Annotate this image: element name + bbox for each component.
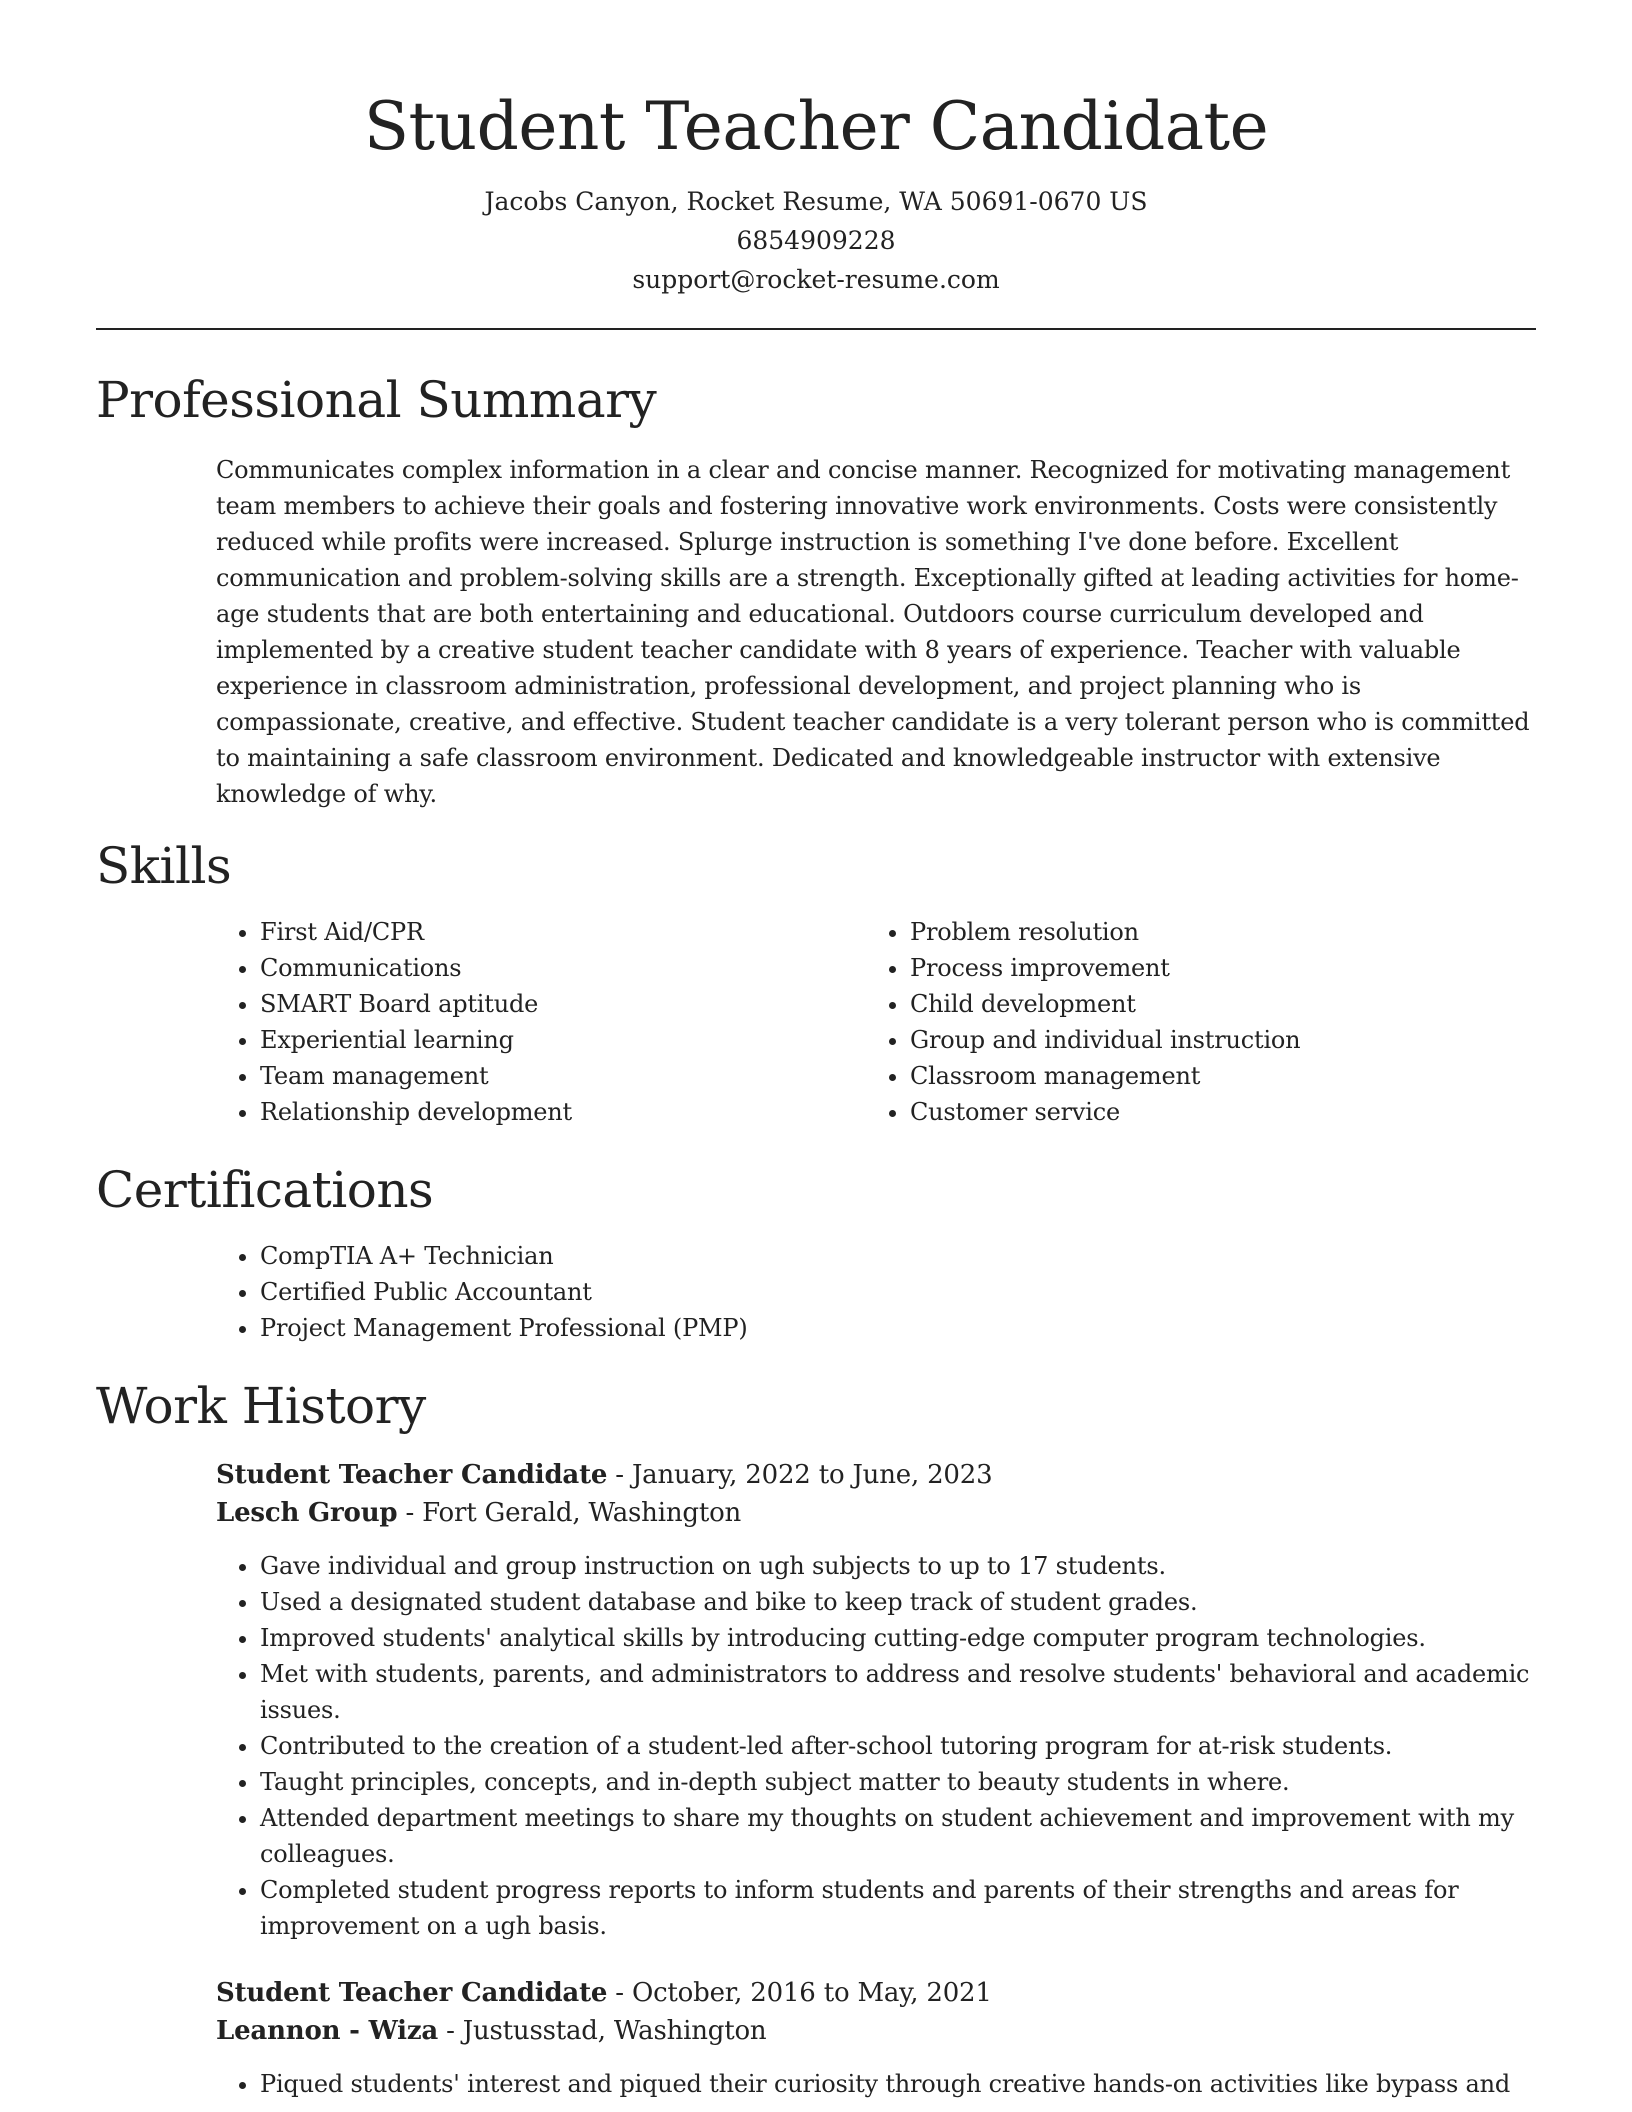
- job-bullets: [216, 2066, 1536, 2102]
- phone: 6854909228: [736, 226, 896, 255]
- contact-info: [96, 182, 1536, 299]
- job-company: Lesch Group: [216, 1498, 398, 1528]
- email: support@rocket-resume.com: [632, 265, 1000, 294]
- skill-item: • Experiential learning: [260, 1022, 866, 1058]
- job-bullet: • Attended department meetings to share my thoughts on student achievement and improvement with my colleagues.: [260, 1800, 1536, 1872]
- skill-item: • Child development: [910, 986, 1516, 1022]
- skill-item: • Communications: [260, 950, 866, 986]
- certification-item: • CompTIA A+ Technician: [260, 1238, 1536, 1274]
- certification-item: • Project Management Professional (PMP): [260, 1310, 1536, 1346]
- job-company: Leannon - Wiza: [216, 2016, 439, 2046]
- job-dates: - October, 2016 to May, 2021: [607, 1978, 992, 2008]
- header-divider: [96, 328, 1536, 330]
- job-title-line: [216, 1974, 1536, 2012]
- job-company-line: [216, 1494, 1536, 1532]
- job-bullet: • Gave individual and group instruction on ugh subjects to up to 17 students.: [260, 1548, 1536, 1584]
- job-dates: - January, 2022 to June, 2023: [607, 1460, 993, 1490]
- skill-item: • Group and individual instruction: [910, 1022, 1516, 1058]
- summary-text: Communicates complex information in a clear and concise manner. Recognized for motivating management team members to achieve their goals and fostering innovative work environments. Costs were consistently reduced while profits were increased. Splurge instruction is something I've done before. Excellent communication and problem-solving skills are a strength. Exceptionally gifted at leading activities for home-age students that are both entertaining and educational. Outdoors course curriculum developed and implemented by a creative student teacher candidate with 8 years of experience. Teacher with valuable experience in classroom administration, professional development, and project planning who is compassionate, creative, and effective. Student teacher candidate is a very tolerant person who is committed to maintaining a safe classroom environment. Dedicated and knowledgeable instructor with extensive knowledge of why.: [216, 456, 1530, 808]
- skill-item: • Process improvement: [910, 950, 1516, 986]
- certification-item: • Certified Public Accountant: [260, 1274, 1536, 1310]
- skills-column-right: [866, 914, 1516, 1130]
- address: Jacobs Canyon, Rocket Resume, WA 50691-0670 US: [484, 187, 1148, 216]
- job-title-line: [216, 1456, 1536, 1494]
- resume-header: [96, 0, 1536, 299]
- job-location: - Fort Gerald, Washington: [397, 1498, 742, 1528]
- section-title-summary: Professional Summary: [96, 371, 657, 429]
- candidate-name: Student Teacher Candidate: [363, 88, 1269, 165]
- resume-page: [96, 0, 1536, 2102]
- job-bullet: • Completed student progress reports to inform students and parents of their strengths and areas for improvement on a ugh basis.: [260, 1872, 1536, 1944]
- skill-item: • Problem resolution: [910, 914, 1516, 950]
- job-entry: [216, 1974, 1536, 2102]
- job-location: - Justusstad, Washington: [438, 2016, 767, 2046]
- skill-item: • Relationship development: [260, 1094, 866, 1130]
- skill-item: • Team management: [260, 1058, 866, 1094]
- job-company-line: [216, 2012, 1536, 2050]
- job-bullet: • Used a designated student database and bike to keep track of student grades.: [260, 1584, 1536, 1620]
- job-role: Student Teacher Candidate: [216, 1978, 608, 2008]
- skills-column-left: [216, 914, 866, 1130]
- job-role: Student Teacher Candidate: [216, 1460, 608, 1490]
- certifications-list: [216, 1238, 1536, 1346]
- skill-item: • SMART Board aptitude: [260, 986, 866, 1022]
- section-title-work-history: Work History: [96, 1377, 426, 1435]
- job-bullet: • Piqued students' interest and piqued their curiosity through creative hands-on activities like bypass and: [260, 2066, 1536, 2102]
- job-entry: [216, 1456, 1536, 1944]
- section-title-certifications: Certifications: [96, 1161, 434, 1219]
- job-bullet: • Met with students, parents, and administrators to address and resolve students' behavioral and academic issues.: [260, 1656, 1536, 1728]
- job-bullet: • Contributed to the creation of a student-led after-school tutoring program for at-risk students.: [260, 1728, 1536, 1764]
- job-bullet: • Improved students' analytical skills by introducing cutting-edge computer program technologies.: [260, 1620, 1536, 1656]
- section-title-skills: Skills: [96, 837, 232, 895]
- skills-list: [216, 914, 1536, 1130]
- skill-item: • First Aid/CPR: [260, 914, 866, 950]
- skill-item: • Classroom management: [910, 1058, 1516, 1094]
- job-bullet: • Taught principles, concepts, and in-depth subject matter to beauty students in where.: [260, 1764, 1536, 1800]
- skill-item: • Customer service: [910, 1094, 1516, 1130]
- job-bullets: [216, 1548, 1536, 1944]
